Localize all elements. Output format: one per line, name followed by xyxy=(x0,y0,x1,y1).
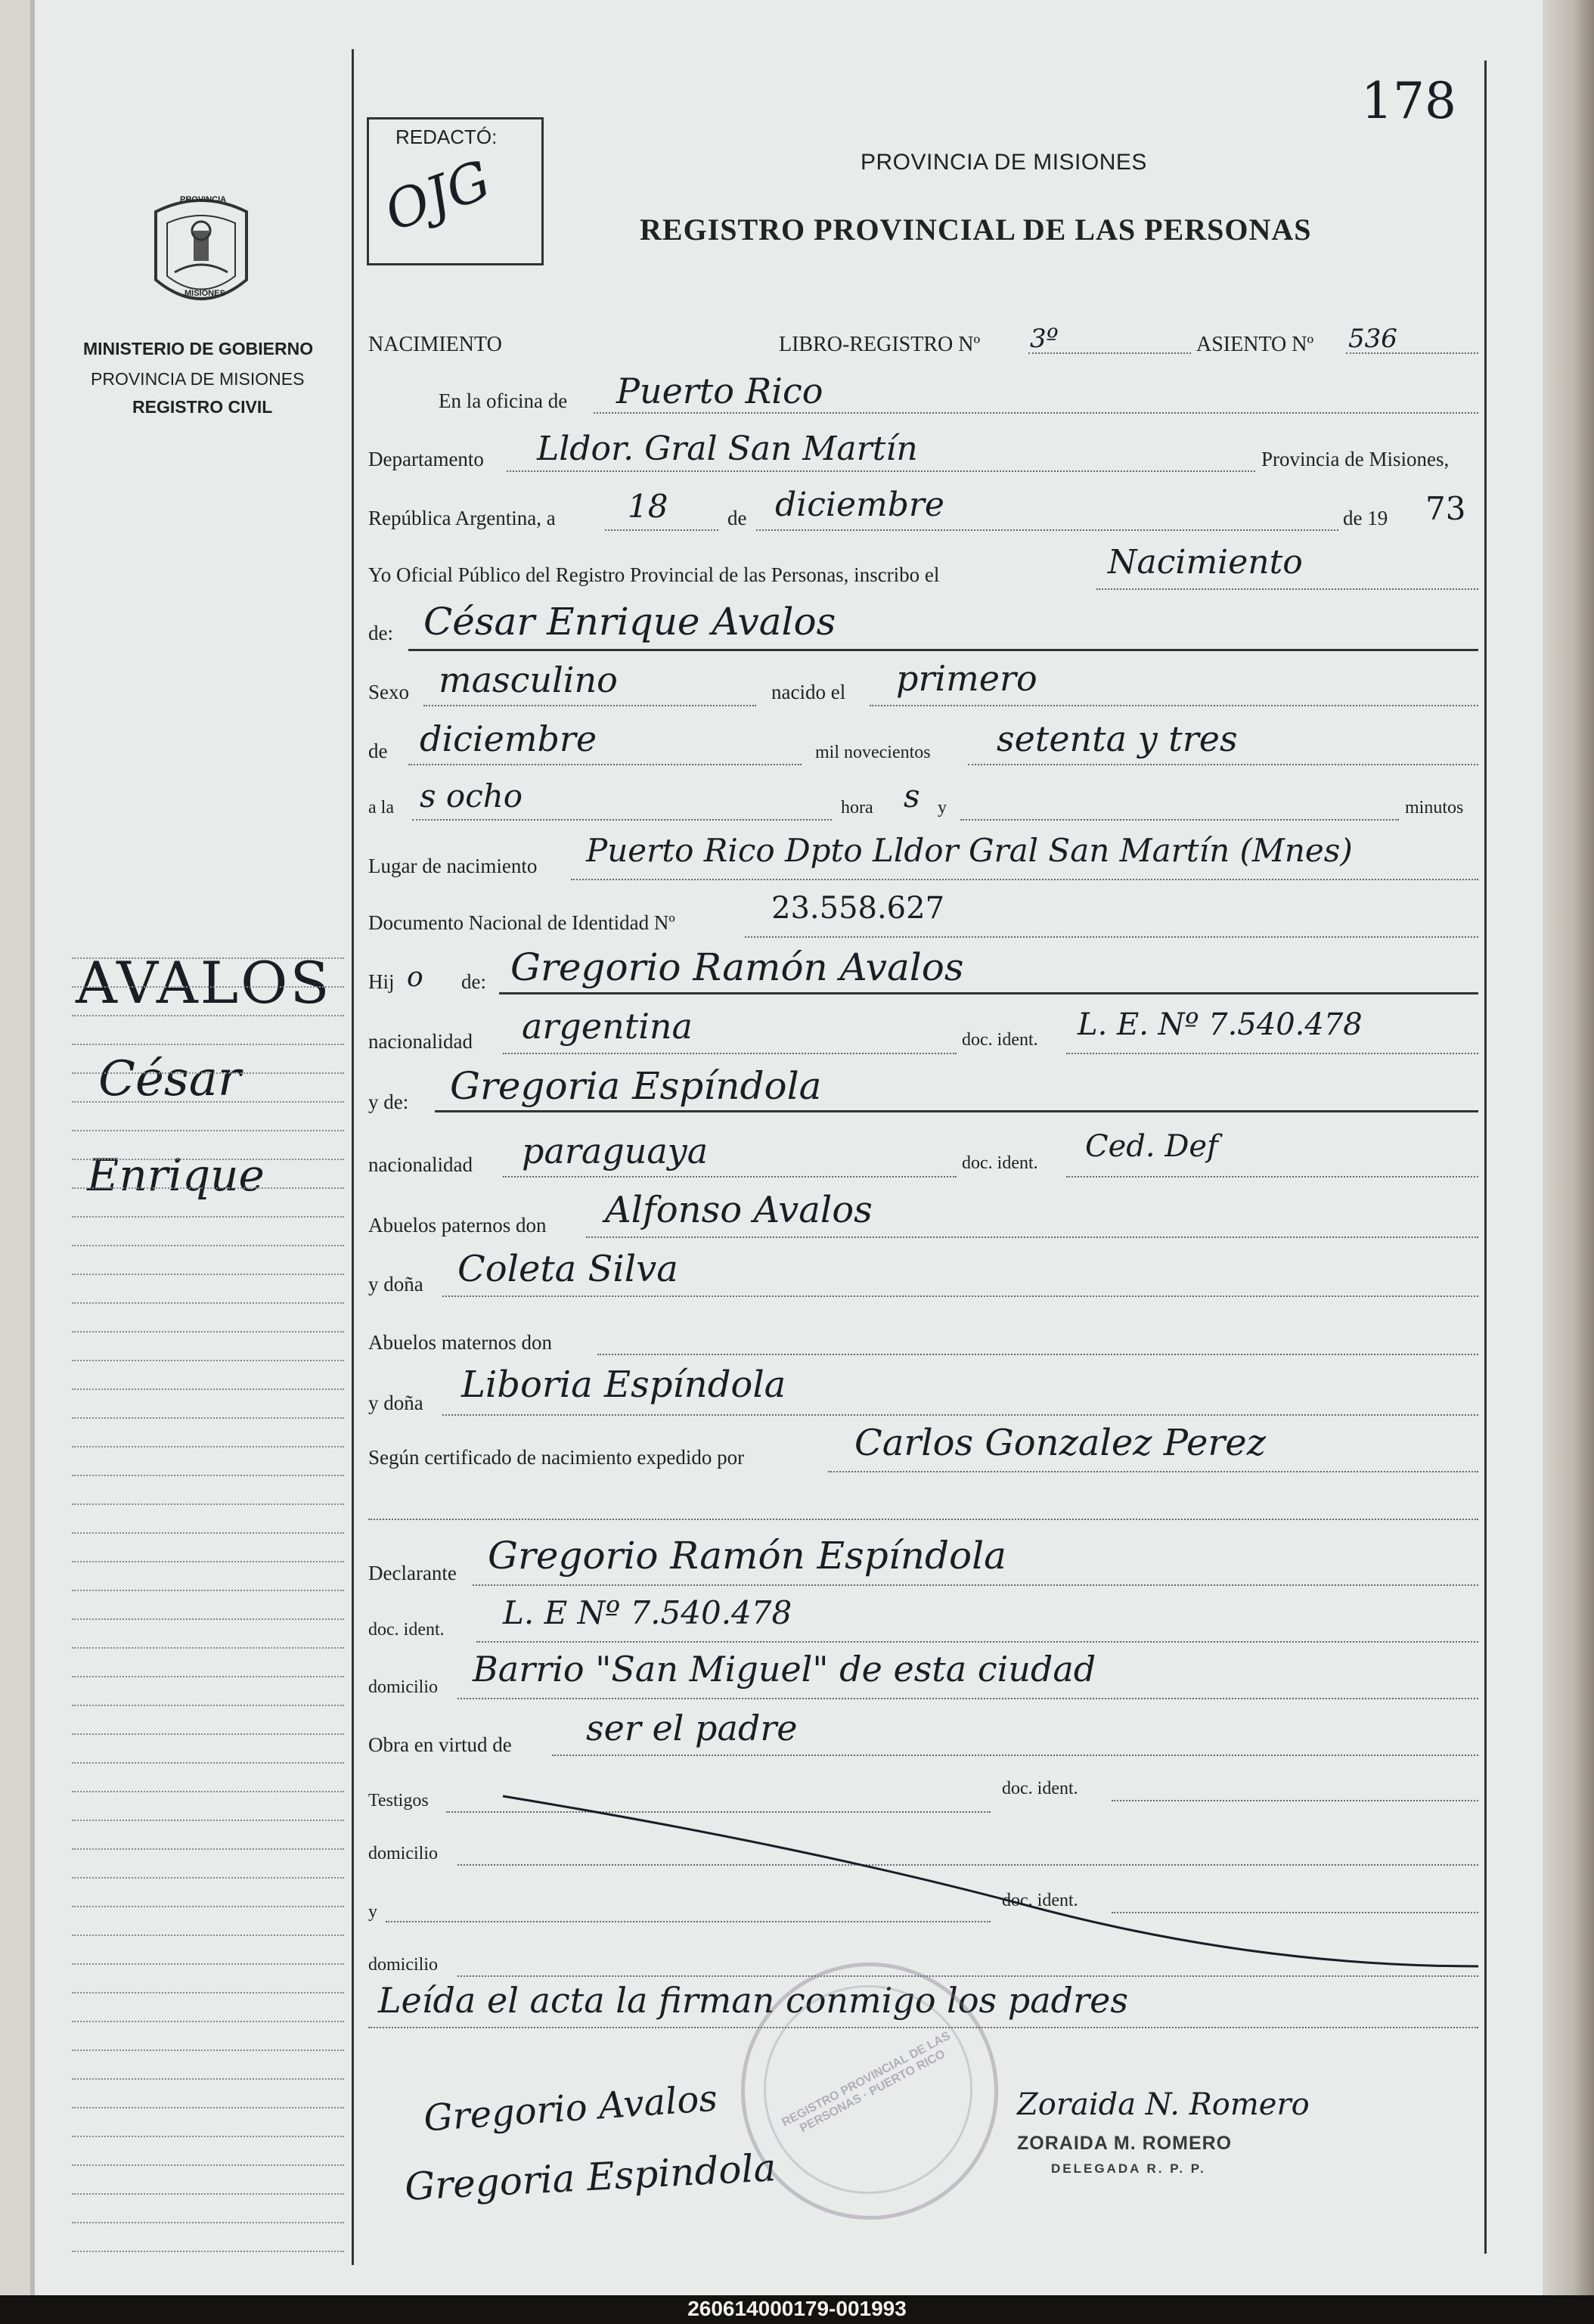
padre-nac-value: argentina xyxy=(522,1006,693,1047)
oficina-line xyxy=(594,412,1478,414)
emblem-top-text: PROVINCIA xyxy=(180,195,227,204)
lugar-value: Puerto Rico Dpto Lldor Gral San Martín (Mnes) xyxy=(586,832,1353,869)
provincia-suffix: Provincia de Misiones, xyxy=(1261,448,1450,470)
strike-line xyxy=(499,1785,1482,1981)
min-line xyxy=(960,819,1399,821)
de-colon-label: de: xyxy=(368,622,393,644)
certificado-line-2 xyxy=(368,1519,1478,1520)
mes-nac-value: diciembre xyxy=(420,718,597,759)
inscribo-value: Nacimiento xyxy=(1108,543,1303,582)
sexo-label: Sexo xyxy=(368,681,409,703)
departamento-value: Lldor. Gral San Martín xyxy=(537,430,918,468)
testigos-label: Testigos xyxy=(368,1791,429,1810)
ministry-line2: PROVINCIA DE MISIONES xyxy=(91,369,305,389)
obra-line xyxy=(552,1755,1478,1756)
nombre-value: César Enrique Avalos xyxy=(423,600,836,644)
doc-ident-label-3: doc. ident. xyxy=(368,1620,445,1640)
abuela-mat-value: Liboria Espíndola xyxy=(461,1364,786,1406)
margin-first-name: César xyxy=(98,1051,241,1107)
nacionalidad-label-1: nacionalidad xyxy=(368,1030,473,1053)
madre-nac-value: paraguaya xyxy=(522,1131,709,1171)
ala-label: a la xyxy=(368,798,394,818)
inscribo-line xyxy=(1096,588,1478,590)
de2-label: de xyxy=(368,740,388,762)
asiento-value: 536 xyxy=(1348,324,1397,354)
hora-line xyxy=(412,819,832,821)
abuelo-mat-line xyxy=(597,1354,1478,1355)
footer-id: 260614000179-001993 xyxy=(687,2297,907,2320)
declarante-label: Declarante xyxy=(368,1562,457,1584)
declarante-line xyxy=(473,1584,1478,1586)
nacido-line xyxy=(870,705,1478,706)
asiento-label: ASIENTO Nº xyxy=(1196,333,1314,356)
dia-line xyxy=(605,529,718,531)
nacionalidad-label-2: nacionalidad xyxy=(368,1153,473,1176)
mes-nac-line xyxy=(408,764,802,765)
decl-doc-line xyxy=(476,1641,1478,1643)
dni-value: 23.558.627 xyxy=(771,891,945,926)
domicilio-label-3: domicilio xyxy=(368,1955,438,1975)
libro-value: 3º xyxy=(1030,324,1059,354)
abuela-pat-line xyxy=(442,1295,1478,1297)
madre-doc-value: Ced. Def xyxy=(1085,1129,1218,1164)
libro-line xyxy=(1028,352,1191,354)
domicilio-value: Barrio "San Miguel" de esta ciudad xyxy=(473,1649,1096,1689)
yo-oficial-label: Yo Oficial Público del Registro Provincial de las Personas, inscribo el xyxy=(368,563,940,586)
redacto-box xyxy=(367,117,544,265)
record-type-label: NACIMIENTO xyxy=(368,333,502,356)
doc-ident-label-5: doc. ident. xyxy=(1002,1891,1078,1910)
de-label: de xyxy=(727,507,747,529)
dni-label: Documento Nacional de Identidad Nº xyxy=(368,911,675,934)
y-de-label: y de: xyxy=(368,1091,409,1113)
certificado-value: Carlos Gonzalez Perez xyxy=(854,1422,1266,1464)
y-label: y xyxy=(938,798,947,818)
doc-ident-label-2: doc. ident. xyxy=(962,1153,1038,1173)
stamp-text: REGISTRO PROVINCIAL DE LAS PERSONAS · PUERTO RICO xyxy=(780,2029,953,2136)
abuelo-pat-value: Alfonso Avalos xyxy=(605,1189,873,1231)
province-emblem xyxy=(141,189,262,318)
official-title: DELEGADA R. P. P. xyxy=(1051,2161,1206,2176)
nacido-label: nacido el xyxy=(771,681,846,703)
registry-heading: REGISTRO PROVINCIAL DE LAS PERSONAS xyxy=(640,213,1312,247)
abuela-pat-value: Coleta Silva xyxy=(457,1248,678,1290)
province-heading: PROVINCIA DE MISIONES xyxy=(861,150,1147,175)
madre-line xyxy=(435,1110,1478,1112)
doc-ident-label-4: doc. ident. xyxy=(1002,1779,1078,1798)
right-column-rule xyxy=(1484,61,1487,2254)
official-name: ZORAIDA M. ROMERO xyxy=(1017,2133,1233,2154)
abuelo-pat-line xyxy=(586,1236,1478,1238)
y-dona-label-1: y doña xyxy=(368,1273,423,1295)
footer-bar xyxy=(0,2295,1594,2324)
republica-label: República Argentina, a xyxy=(368,507,556,529)
nacido-value: primero xyxy=(896,658,1037,699)
abuelos-pat-label: Abuelos paternos don xyxy=(368,1214,547,1236)
signature-father: Gregorio Avalos xyxy=(422,2077,719,2140)
mes-line xyxy=(756,529,1338,531)
dia-value: 18 xyxy=(628,488,668,525)
year-value: 73 xyxy=(1425,490,1466,527)
asiento-line xyxy=(1346,352,1478,354)
margin-second-name: Enrique xyxy=(87,1150,265,1201)
padre-doc-line xyxy=(1066,1053,1478,1054)
padre-nac-line xyxy=(503,1053,957,1054)
ministry-line3: REGISTRO CIVIL xyxy=(132,397,273,417)
abuela-mat-line xyxy=(442,1414,1478,1416)
madre-value: Gregoria Espíndola xyxy=(450,1064,822,1108)
doc-ident-label-1: doc. ident. xyxy=(962,1030,1038,1050)
domicilio-label-2: domicilio xyxy=(368,1844,438,1863)
leida-value: Leída el acta la firman conmigo los padres xyxy=(378,1980,1128,2021)
hijo-label: Hij xyxy=(368,970,395,993)
y-dona-label-2: y doña xyxy=(368,1392,423,1414)
hora-label: hora xyxy=(841,798,873,818)
departamento-line xyxy=(507,470,1255,472)
y2-label: y xyxy=(368,1902,377,1922)
declarante-value: Gregorio Ramón Espíndola xyxy=(488,1534,1006,1578)
signature-official: Zoraida N. Romero xyxy=(1017,2087,1310,2122)
sexo-line xyxy=(423,705,756,706)
oficina-label: En la oficina de xyxy=(439,389,568,412)
lugar-line xyxy=(571,879,1478,880)
margin-ruled-lines xyxy=(72,930,344,2252)
de-year-label: de 19 xyxy=(1343,507,1388,529)
obra-label: Obra en virtud de xyxy=(368,1733,512,1756)
nombre-line xyxy=(408,649,1478,651)
minutos-label: minutos xyxy=(1405,798,1464,818)
padre-line xyxy=(499,992,1478,994)
redacto-label: REDACTÓ: xyxy=(395,126,498,148)
emblem-bottom-text: MISIONES xyxy=(185,289,225,298)
redacto-initials: OJG xyxy=(377,148,499,244)
de3-label: de: xyxy=(461,970,486,993)
madre-doc-line xyxy=(1066,1176,1478,1178)
oficina-value: Puerto Rico xyxy=(616,371,823,411)
margin-surname: AVALOS xyxy=(76,949,332,1016)
mil-label: mil novecientos xyxy=(815,743,931,762)
min-value: s xyxy=(904,777,920,814)
anio-nac-value: setenta y tres xyxy=(997,718,1238,759)
obra-value: ser el padre xyxy=(586,1708,798,1748)
hijo-suffix: o xyxy=(407,962,423,993)
page-edge xyxy=(1543,0,1594,2295)
page-number: 178 xyxy=(1361,72,1456,130)
ministry-line1: MINISTERIO DE GOBIERNO xyxy=(83,339,314,358)
signature-mother: Gregoria Espindola xyxy=(403,2146,777,2209)
libro-label: LIBRO-REGISTRO Nº xyxy=(779,333,981,356)
padre-doc-value: L. E. Nº 7.540.478 xyxy=(1078,1007,1363,1042)
mes-value: diciembre xyxy=(775,486,944,524)
abuelos-mat-label: Abuelos maternos don xyxy=(368,1331,552,1354)
certificado-line xyxy=(828,1471,1478,1472)
lugar-label: Lugar de nacimiento xyxy=(368,855,538,877)
madre-nac-line xyxy=(503,1176,957,1178)
decl-doc-value: L. E Nº 7.540.478 xyxy=(503,1594,792,1631)
domicilio-label-1: domicilio xyxy=(368,1677,438,1697)
domicilio-line xyxy=(457,1698,1478,1699)
book-spine xyxy=(0,0,30,2295)
segun-label: Según certificado de nacimiento expedido por xyxy=(368,1446,745,1469)
departamento-label: Departamento xyxy=(368,448,484,470)
left-column-rule xyxy=(352,49,354,2265)
dni-line xyxy=(745,936,1478,938)
sexo-value: masculino xyxy=(439,659,618,700)
hora-value: s ocho xyxy=(420,777,523,814)
anio-nac-line xyxy=(968,764,1478,765)
padre-value: Gregorio Ramón Avalos xyxy=(510,945,964,989)
